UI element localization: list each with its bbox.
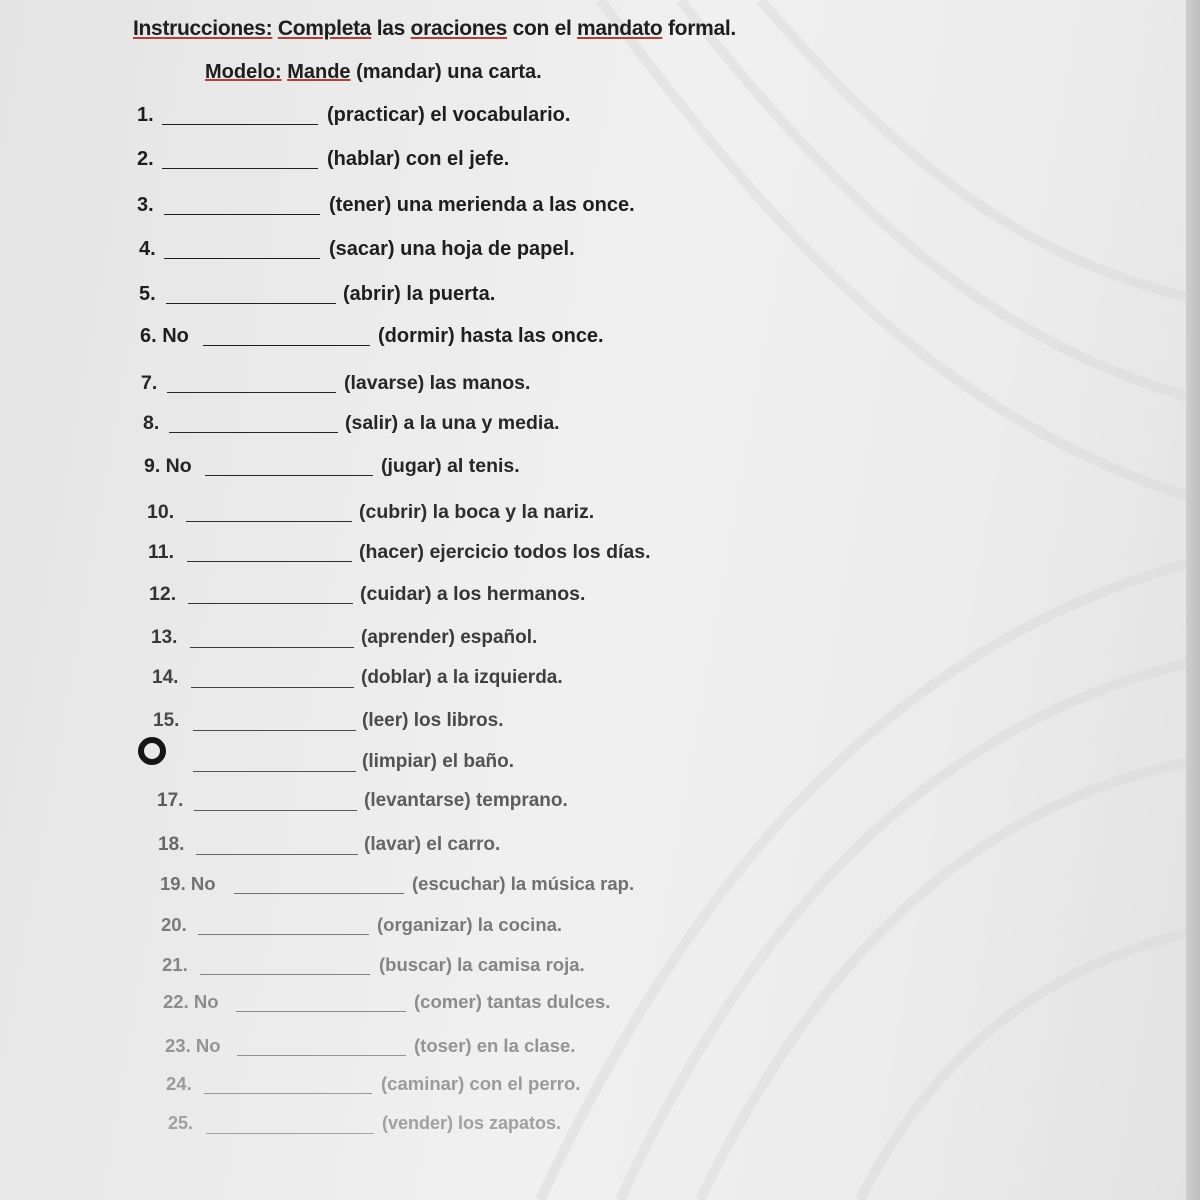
item-number: 19. No [160,873,216,894]
item-number: 6. No [140,325,189,347]
verb-clue: (limpiar) el baño. [362,751,515,772]
item-number: 23. No [165,1035,221,1056]
verb-clue: (cubrir) la boca y la nariz. [359,501,595,523]
answer-blank[interactable] [200,974,370,975]
answer-blank[interactable] [196,854,358,855]
instructions-word-completa: Completa [277,17,372,40]
answer-blank[interactable] [188,603,353,604]
verb-clue: (hacer) ejercicio todos los días. [359,541,651,563]
verb-clue: (doblar) a la izquierda. [361,667,563,688]
item-number: 14. [152,667,179,688]
item-number: 15. [153,710,180,731]
item-number: 24. [166,1073,192,1094]
model-label: Modelo: [205,61,282,83]
verb-clue: (lavarse) las manos. [344,372,531,394]
verb-clue: (tener) una merienda a las once. [329,194,635,216]
item-number: 22. No [163,991,219,1012]
item-number: 18. [158,834,185,855]
item-number: 17. [157,790,184,811]
verb-clue: (jugar) al tenis. [381,455,520,477]
verb-clue: (vender) los zapatos. [382,1113,562,1133]
answer-blank[interactable] [198,934,369,935]
answer-blank[interactable] [203,345,370,346]
item-number: 3. [137,194,154,216]
verb-clue: (leer) los libros. [362,710,504,731]
verb-clue: (buscar) la camisa roja. [379,954,585,975]
answer-blank[interactable] [190,647,354,648]
item-number: 11. [148,541,175,563]
answer-blank[interactable] [191,687,354,688]
item-number: 20. [161,914,187,935]
model-rest: (mandar) una carta. [350,61,542,83]
item-number: 21. [162,954,188,975]
verb-clue: (caminar) con el perro. [381,1073,581,1094]
verb-clue: (hablar) con el jefe. [327,148,510,170]
verb-clue: (practicar) el vocabulario. [327,104,571,126]
answer-blank[interactable] [187,561,352,562]
verb-clue: (salir) a la una y media. [345,412,560,434]
verb-clue: (sacar) una hoja de papel. [329,238,575,260]
verb-clue: (toser) en la clase. [414,1035,576,1056]
verb-clue: (dormir) hasta las once. [378,325,604,347]
verb-clue: (abrir) la puerta. [343,283,496,305]
answer-blank[interactable] [169,432,338,433]
answer-blank[interactable] [236,1011,406,1012]
instructions-word-las: las [371,17,411,40]
answer-blank[interactable] [234,893,404,894]
answer-blank[interactable] [186,521,352,522]
item-number: 7. [141,372,158,394]
edge-strip [1186,0,1200,1200]
verb-clue: (aprender) español. [361,627,538,648]
answer-blank[interactable] [166,303,336,304]
answer-blank[interactable] [204,1093,372,1094]
item-number: 4. [139,238,156,260]
instructions-word-con: con el [507,17,578,40]
item-number: 10. [147,501,175,523]
verb-clue: (cuidar) a los hermanos. [360,583,586,605]
ink-circle-mark [138,737,166,765]
verb-clue: (comer) tantas dulces. [414,991,611,1012]
verb-clue: (organizar) la cocina. [377,914,563,935]
item-number: 13. [151,627,178,648]
verb-clue: (escuchar) la música rap. [412,873,635,894]
instructions-word-mandato: mandato [577,17,663,40]
answer-blank[interactable] [237,1055,406,1056]
answer-blank[interactable] [193,771,356,772]
item-number: 5. [139,283,156,305]
answer-blank[interactable] [206,1133,374,1134]
instructions-word-formal: formal. [662,17,736,40]
instructions-label: Instrucciones: [133,17,273,40]
answer-blank[interactable] [164,214,320,215]
item-number: 1. [137,104,154,126]
instructions-heading [133,17,736,41]
model-example [205,61,542,84]
item-number: 2. [137,148,154,170]
answer-blank[interactable] [205,475,373,476]
instructions-word-oraciones: oraciones [410,17,508,40]
item-number: 8. [143,412,160,434]
answer-blank[interactable] [164,258,320,259]
verb-clue: (levantarse) temprano. [364,790,568,811]
item-number: 9. No [144,455,192,477]
answer-blank[interactable] [193,730,356,731]
verb-clue: (lavar) el carro. [364,834,501,855]
model-answer: Mande [287,61,351,83]
answer-blank[interactable] [162,168,318,169]
item-number: 12. [149,583,177,605]
answer-blank[interactable] [167,392,336,393]
item-number: 25. [168,1113,194,1133]
answer-blank[interactable] [194,810,357,811]
answer-blank[interactable] [162,124,318,125]
